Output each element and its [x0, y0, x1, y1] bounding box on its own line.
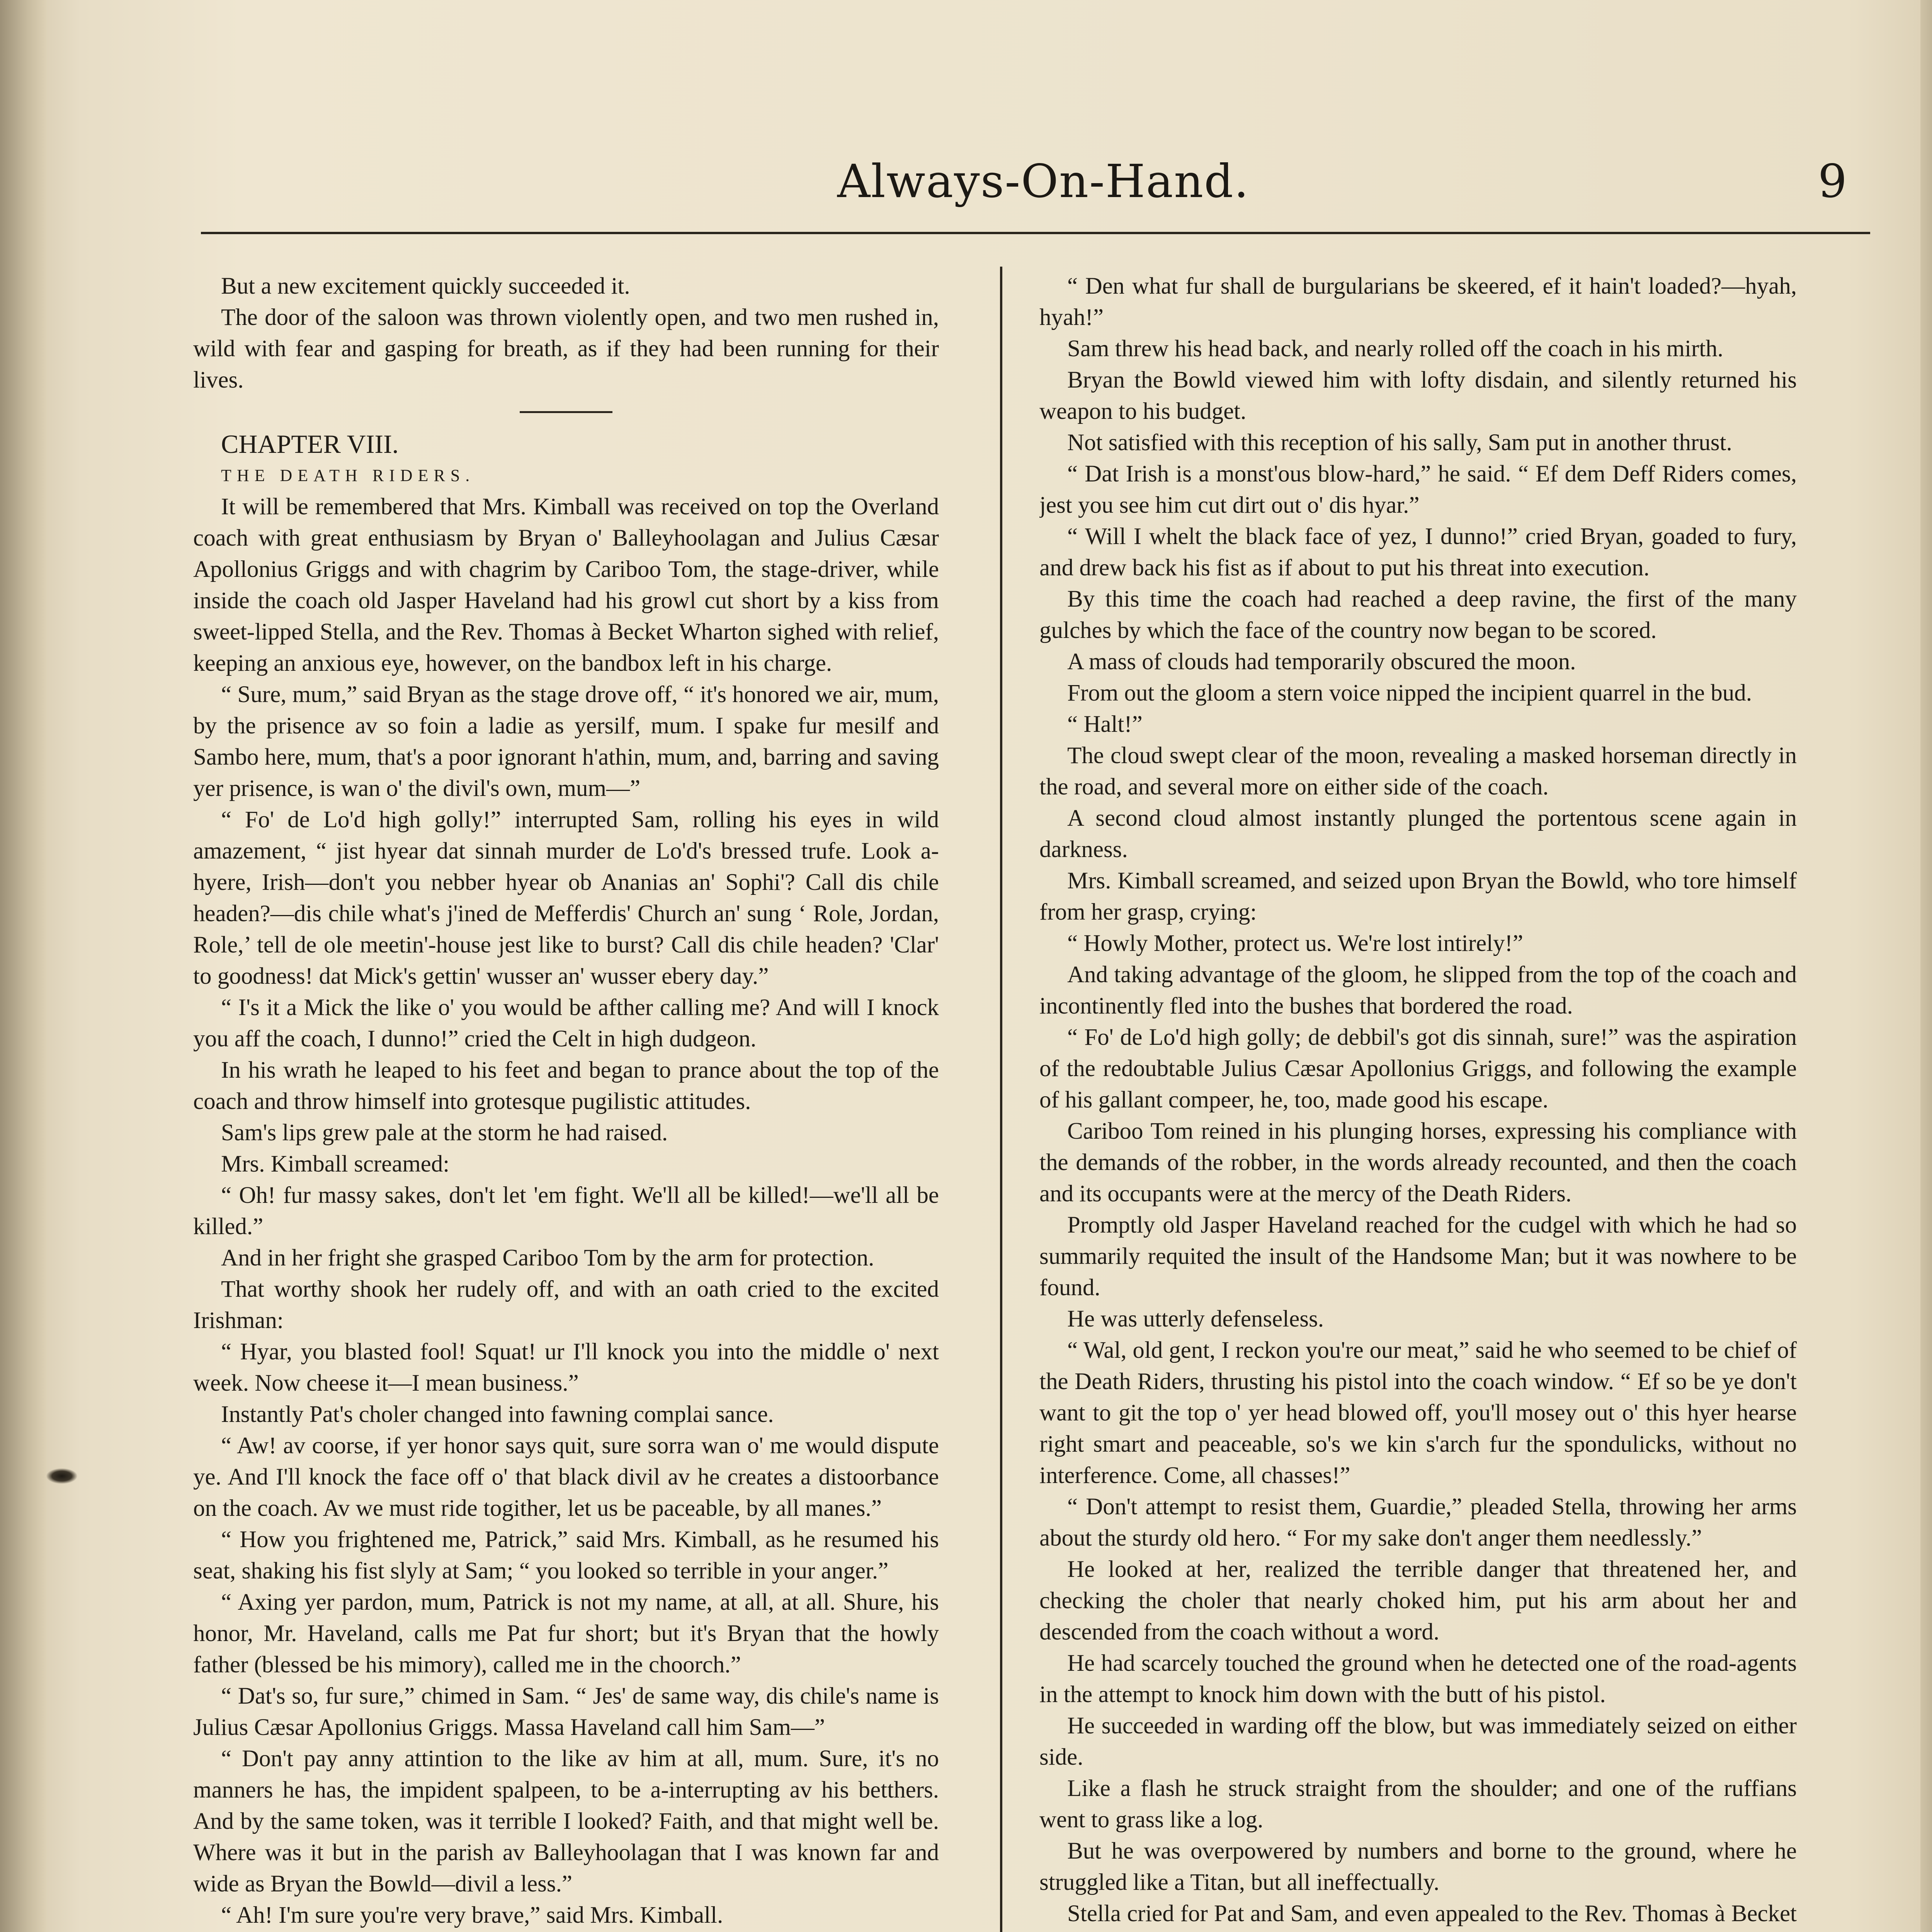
- right-text-column: [1039, 270, 1797, 1932]
- paragraph: Promptly old Jasper Haveland reached for the cudgel with which he had so summarily requited the insult of the Handsome Man; but it was nowhere to be found.: [1039, 1212, 1797, 1301]
- paragraph: That worthy shook her rudely off, and with an oath cried to the excited Irishman:: [193, 1276, 939, 1333]
- paragraph: He had scarcely touched the ground when he detected one of the road-agents in the attempt to knock him down with the butt of his pistol.: [1039, 1650, 1797, 1708]
- paragraph: In his wrath he leaped to his feet and began to prance about the top of the coach and throw himself into grotesque pugilistic attitudes.: [193, 1057, 939, 1114]
- paragraph: But a new excitement quickly succeeded it.: [221, 273, 630, 299]
- paragraph: By this time the coach had reached a deep ravine, the first of the many gulches by which the face of the country now began to be scored.: [1039, 586, 1797, 643]
- paragraph: The cloud swept clear of the moon, revealing a masked horseman directly in the road, and several more on either side of the coach.: [1039, 743, 1797, 800]
- paragraph: And taking advantage of the gloom, he slipped from the top of the coach and incontinently fled into the bushes that bordered the road.: [1039, 962, 1797, 1019]
- paragraph: “ Fo' de Lo'd high golly; de debbil's got dis sinnah, sure!” was the aspiration of the redoubtable Julius Cæsar Apollonius Griggs, and following the example of his gallant compeer, he, too, made good his escape.: [1039, 1024, 1797, 1113]
- paragraph: Sam's lips grew pale at the storm he had raised.: [221, 1120, 668, 1146]
- paragraph: Stella cried for Pat and Sam, and even appealed to the Rev. Thomas à Becket: [1067, 1901, 1797, 1927]
- paragraph: Like a flash he struck straight from the shoulder; and one of the ruffians went to grass like a log.: [1039, 1776, 1797, 1833]
- paragraph: “ Aw! av coorse, if yer honor says quit, sure sorra wan o' me would dispute ye. And I'll knock the face off o' that black divil av he creates a distoorbance on the coach. Av we must ride togither, let us be paceable, by all manes.”: [193, 1433, 939, 1521]
- section-rule: [520, 411, 612, 413]
- paragraph: Sam threw his head back, and nearly rolled off the coach in his mirth.: [1067, 336, 1723, 362]
- chapter-heading: CHAPTER VIII.: [221, 429, 399, 459]
- paragraph: A mass of clouds had temporarily obscured the moon.: [1067, 649, 1576, 675]
- right-page-edge: [1920, 0, 1932, 1932]
- paragraph: “ Howly Mother, protect us. We're lost intirely!”: [1067, 930, 1523, 956]
- paragraph: “ Wal, old gent, I reckon you're our meat,” said he who seemed to be chief of the Death Riders, thrusting his pistol into the coach window. “ Ef so be ye don't want to git the top o' yer head blowed off, you'll mosey out o' this hyer hearse right smart and peaceable, so's we kin s'arch fur the spondulicks, without no interference. Come, all chasses!”: [1039, 1337, 1797, 1488]
- paragraph: Mrs. Kimball screamed:: [221, 1151, 450, 1177]
- chapter-body: [193, 491, 939, 1932]
- paragraph: But he was overpowered by numbers and borne to the ground, where he struggled like a Titan, but all ineffectually.: [1039, 1838, 1797, 1895]
- paragraph: “ Sure, mum,” said Bryan as the stage drove off, “ it's honored we air, mum, by the prisence av so foin a ladie as yersilf, mum. I spake fur mesilf and Sambo here, mum, that's a poor ignorant h'athin, mum, and, barring and saving yer prisence, is wan o' the divil's own, mum—”: [193, 682, 939, 801]
- paragraph: “ Dat Irish is a monst'ous blow-hard,” he said. “ Ef dem Deff Riders comes, jest you see him cut dirt out o' dis hyar.”: [1039, 461, 1797, 518]
- paragraph: A second cloud almost instantly plunged the portentous scene again in darkness.: [1039, 805, 1797, 862]
- paragraph: “ How you frightened me, Patrick,” said Mrs. Kimball, as he resumed his seat, shaking his fist slyly at Sam; “ you looked so terrible in your anger.”: [193, 1527, 939, 1584]
- page-number: 9: [1818, 155, 1847, 208]
- paragraph: “ Fo' de Lo'd high golly!” interrupted Sam, rolling his eyes in wild amazement, “ jist hyear dat sinnah murder de Lo'd's bressed trufe. Look a-hyere, Irish—don't you nebber hyear ob Ananias an' Sophi'? Call dis chile headen?—dis chile what's j'ined de Mefferdis' Church an' sung ‘ Role, Jordan, Role,’ tell de ole meetin'-house jest like to burst? Call dis chile headen? 'Clar' to goodness! dat Mick's gettin' wusser an' wusser ebery day.”: [193, 807, 939, 989]
- paragraph: Instantly Pat's choler changed into fawning complai sance.: [221, 1401, 774, 1427]
- paragraph: Mrs. Kimball screamed, and seized upon Bryan the Bowld, who tore himself from her grasp, crying:: [1039, 868, 1797, 925]
- paragraph: “ Don't attempt to resist them, Guardie,” pleaded Stella, throwing her arms about the sturdy old hero. “ For my sake don't anger them needlessly.”: [1039, 1494, 1797, 1551]
- chapter-subtitle: THE DEATH RIDERS.: [221, 466, 475, 485]
- paragraph: And in her fright she grasped Cariboo Tom by the arm for protection.: [221, 1245, 874, 1271]
- column-divider: [1000, 267, 1002, 1932]
- column-body: [1039, 270, 1797, 1932]
- paragraph: He looked at her, realized the terrible danger that threatened her, and checking the choler that nearly choked him, put his arm about her and descended from the coach without a word.: [1039, 1556, 1797, 1645]
- paragraph: Cariboo Tom reined in his plunging horses, expressing his compliance with the demands of the robber, in the words already recounted, and then the coach and its occupants were at the mercy of the Death Riders.: [1039, 1118, 1797, 1207]
- paragraph: Not satisfied with this reception of his sally, Sam put in another thrust.: [1067, 430, 1732, 456]
- paragraph: “ Will I whelt the black face of yez, I dunno!” cried Bryan, goaded to fury, and drew back his fist as if about to put his threat into execution.: [1039, 524, 1797, 581]
- paragraph: He was utterly defenseless.: [1067, 1306, 1324, 1332]
- paragraph: “ I's it a Mick the like o' you would be afther calling me? And will I knock you aff the coach, I dunno!” cried the Celt in high dudgeon.: [193, 995, 939, 1052]
- paragraph: “ Hyar, you blasted fool! Squat! ur I'll knock you into the middle o' next week. Now cheese it—I mean business.”: [193, 1339, 939, 1396]
- paragraph: “ Halt!”: [1067, 711, 1143, 737]
- paragraph: Bryan the Bowld viewed him with lofty disdain, and silently returned his weapon to his budget.: [1039, 367, 1797, 424]
- running-header: [216, 147, 1870, 232]
- left-gutter-strip: [0, 0, 46, 1932]
- paragraph: It will be remembered that Mrs. Kimball was received on top the Overland coach with great enthusiasm by Bryan o' Balleyhoolagan and Julius Cæsar Apollonius Griggs and with chagrim by Cariboo Tom, the stage-driver, while inside the coach old Jasper Haveland had his growl cut short by a kiss from sweet-lipped Stella, and the Rev. Thomas à Becket Wharton sighed with relief, keeping an anxious eye, however, on the bandbox left in his charge.: [193, 494, 939, 676]
- paragraph: From out the gloom a stern voice nipped the incipient quarrel in the bud.: [1067, 680, 1752, 706]
- header-rule: [201, 232, 1870, 234]
- paragraph: “ Ah! I'm sure you're very brave,” said Mrs. Kimball.: [221, 1902, 723, 1928]
- paragraph: “ Dat's so, fur sure,” chimed in Sam. “ Jes' de same way, dis chile's name is Julius Cæsar Apollonius Griggs. Massa Haveland call him Sam—”: [193, 1683, 939, 1740]
- paragraph: He succeeded in warding off the blow, but was immediately seized on either side.: [1039, 1713, 1797, 1770]
- binding-hole: [46, 1468, 77, 1484]
- paragraph: “ Oh! fur massy sakes, don't let 'em fight. We'll all be killed!—we'll all be killed.”: [193, 1182, 939, 1240]
- paragraph: “ Den what fur shall de burgularians be skeered, ef it hain't loaded?—hyah, hyah!”: [1039, 273, 1797, 330]
- paragraph: “ Axing yer pardon, mum, Patrick is not my name, at all, at all. Shure, his honor, Mr. Haveland, calls me Pat fur short; but it's Bryan that the howly father (blessed be his mimory), called me in the choorch.”: [193, 1589, 939, 1678]
- left-text-column: [193, 270, 939, 1932]
- running-title: Always-On-Hand.: [837, 155, 1250, 208]
- paragraph: The door of the saloon was thrown violently open, and two men rushed in, wild with fear and gasping for breath, as if they had been running for their lives.: [193, 304, 939, 393]
- paragraph: “ Don't pay anny attintion to the like av him at all, mum. Sure, it's no manners he has, the impident spalpeen, to be a-interrupting av his betthers. And by the same token, was it terrible I looked? Faith, and that might well be. Where was it but in the parish av Balleyhoolagan that I was known far and wide as Bryan the Bowld—divil a less.”: [193, 1746, 939, 1897]
